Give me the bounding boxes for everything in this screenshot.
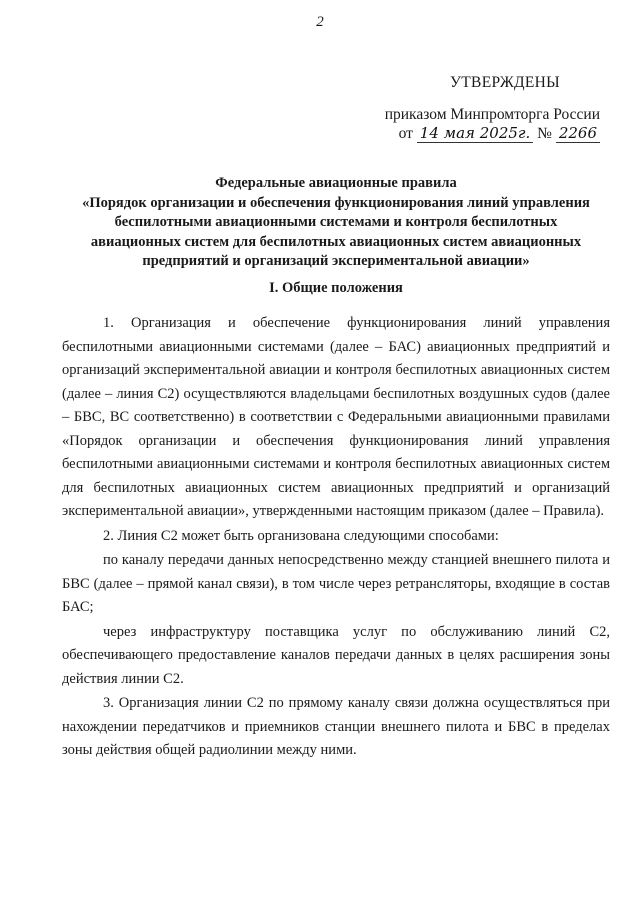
document-body	[62, 312, 610, 763]
approval-block	[370, 74, 600, 143]
title-line: «Порядок организации и обеспечения функционирования линий управления	[82, 194, 590, 211]
approval-date-line	[370, 124, 600, 143]
page-number: 2	[316, 14, 324, 30]
from-label: от	[398, 125, 413, 142]
paragraph-2: 2. Линия С2 может быть организована следующими способами:	[103, 527, 499, 544]
paragraph-2-item-1: по каналу передачи данных непосредственно между станцией внешнего пилота и БВС (далее – прямой канал связи), в том числе через ретрансляторы, входящие в состав БАС;	[62, 552, 610, 615]
number-label: №	[537, 125, 552, 142]
handwritten-number: 2266	[556, 124, 600, 143]
title-line: беспилотными авиационными системами и контроля беспилотных	[114, 214, 558, 231]
paragraph-2-item-2: через инфраструктуру поставщика услуг по обслуживанию линий С2, обеспечивающего предоставление каналов передачи данных в целях расширения зоны действия линии С2.	[62, 623, 610, 687]
paragraph-1: 1. Организация и обеспечение функционирования линий управления беспилотными авиационными системами (далее – БАС) авиационных предприятий и организаций экспериментальной авиации и контроля беспилотных авиационных систем (далее – линия С2) осуществляются владельцами беспилотных воздушных судов (далее – БВС, ВС соответственно) в соответствии с Федеральными авиационными правилами «Порядок организации и обеспечения функционирования линий управления беспилотными авиационными системами и контроля беспилотных авиационных систем для беспилотных авиационных систем авиационных предприятий и организаций экспериментальной авиации», утвержденными настоящим приказом (далее – Правила).	[62, 315, 610, 519]
title-line: Федеральные авиационные правила	[215, 175, 457, 191]
approval-order-line: приказом Минпромторга России	[384, 106, 600, 123]
title-line: авиационных систем для беспилотных авиационных систем авиационных	[90, 233, 582, 250]
section-heading: I. Общие положения	[269, 280, 403, 296]
title-line: предприятий и организаций экспериментальной авиации»	[142, 253, 530, 270]
document-title	[62, 174, 610, 272]
paragraph-3: 3. Организация линии С2 по прямому каналу связи должна осуществляться при нахождении передатчиков и приемников станции внешнего пилота и БВС в пределах зоны действия общей радиолинии между ними.	[62, 695, 610, 758]
handwritten-date: 14 мая 2025г.	[417, 124, 533, 143]
approval-heading: УТВЕРЖДЕНЫ	[450, 74, 560, 91]
